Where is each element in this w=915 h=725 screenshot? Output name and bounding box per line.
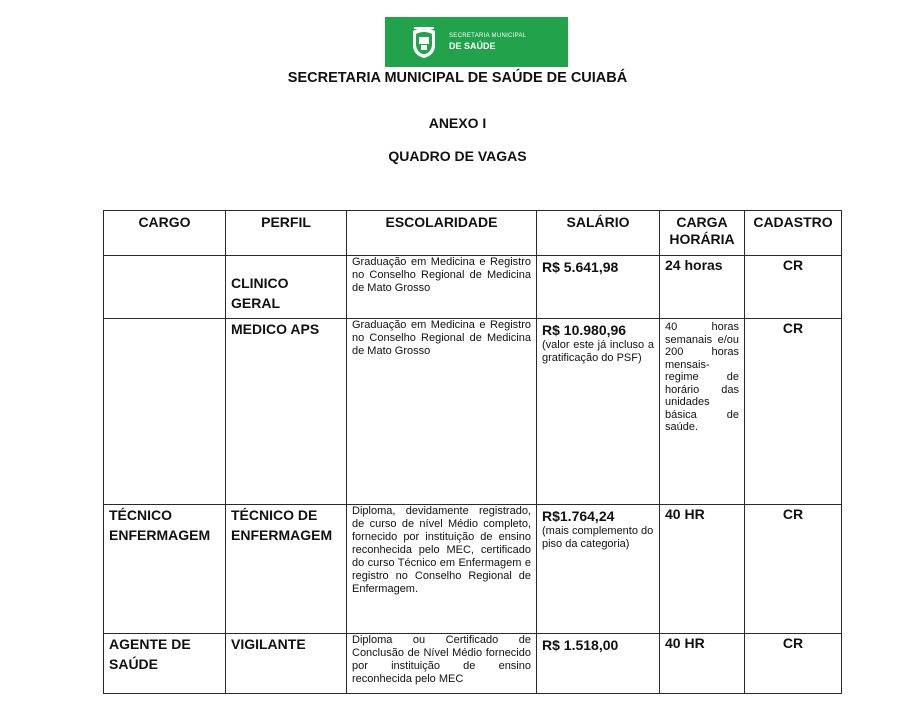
salario-note: (mais complemento do piso da categoria) [542, 525, 654, 550]
header-salario: SALÁRIO [537, 211, 660, 256]
cell-carga: 40 horas semanais e/ou 200 horas mensais- regime de horário das unidades básica de saúde. [660, 319, 745, 505]
vacancy-table [103, 210, 842, 694]
cell-perfil: MEDICO APS [226, 319, 347, 505]
cell-salario [537, 319, 660, 505]
header-cadastro: CADASTRO [745, 211, 842, 256]
table-header-row [104, 211, 842, 256]
logo-line1: SECRETARIA MUNICIPAL [449, 32, 527, 39]
table-row [104, 505, 842, 634]
document-title: SECRETARIA MUNICIPAL DE SAÚDE DE CUIABÁ [287, 70, 628, 86]
cell-escolaridade: Diploma ou Certificado de Conclusão de Nível Médio fornecido por instituição de ensino reconhecida pelo MEC [347, 634, 537, 694]
header-carga: CARGA HORÁRIA [660, 211, 745, 256]
salario-note: (valor este já incluso a gratificação do PSF) [542, 339, 654, 364]
cell-cadastro: CR [745, 256, 842, 319]
cell-escolaridade: Graduação em Medicina e Registro no Conselho Regional de Medicina de Mato Grosso [347, 256, 537, 319]
cell-perfil: TÉCNICO DE ENFERMAGEM [226, 505, 347, 634]
table-row [104, 319, 842, 505]
cell-escolaridade: Diploma, devidamente registrado, de curso de nível Médio completo, fornecido por instituição de ensino reconhecida pelo MEC, certificado do curso Técnico em Enfermagem e registro no Conselho Regional de Enfermagem. [347, 505, 537, 634]
cell-cargo [104, 319, 226, 505]
cell-cargo: TÉCNICO ENFERMAGEM [104, 505, 226, 634]
cell-perfil: CLINICO GERAL [226, 256, 347, 319]
vacancy-subtitle: QUADRO DE VAGAS [388, 148, 527, 164]
salario-value: R$ 1.518,00 [542, 637, 619, 653]
header-escolaridade: ESCOLARIDADE [347, 211, 537, 256]
cell-carga: 24 horas [660, 256, 745, 319]
cell-carga: 40 HR [660, 634, 745, 694]
cell-salario [537, 634, 660, 694]
header-cargo: CARGO [104, 211, 226, 256]
logo-line2: DE SAÚDE [449, 40, 496, 51]
salario-value: R$ 5.641,98 [542, 259, 619, 275]
cell-cargo: AGENTE DE SAÚDE [104, 634, 226, 694]
cell-escolaridade: Graduação em Medicina e Registro no Conselho Regional de Medicina de Mato Grosso [347, 319, 537, 505]
city-seal-icon [411, 25, 437, 59]
header-perfil: PERFIL [226, 211, 347, 256]
cell-cargo [104, 256, 226, 319]
annex-label: ANEXO I [428, 115, 487, 131]
table-row [104, 634, 842, 694]
cell-cadastro: CR [745, 505, 842, 634]
secretaria-logo [385, 17, 568, 67]
cell-perfil: VIGILANTE [226, 634, 347, 694]
cell-cadastro: CR [745, 634, 842, 694]
cell-salario [537, 256, 660, 319]
cell-cadastro: CR [745, 319, 842, 505]
salario-value: R$ 10.980,96 [542, 322, 627, 338]
salario-value: R$1.764,24 [542, 508, 615, 524]
cell-salario [537, 505, 660, 634]
table-row [104, 256, 842, 319]
cell-carga: 40 HR [660, 505, 745, 634]
